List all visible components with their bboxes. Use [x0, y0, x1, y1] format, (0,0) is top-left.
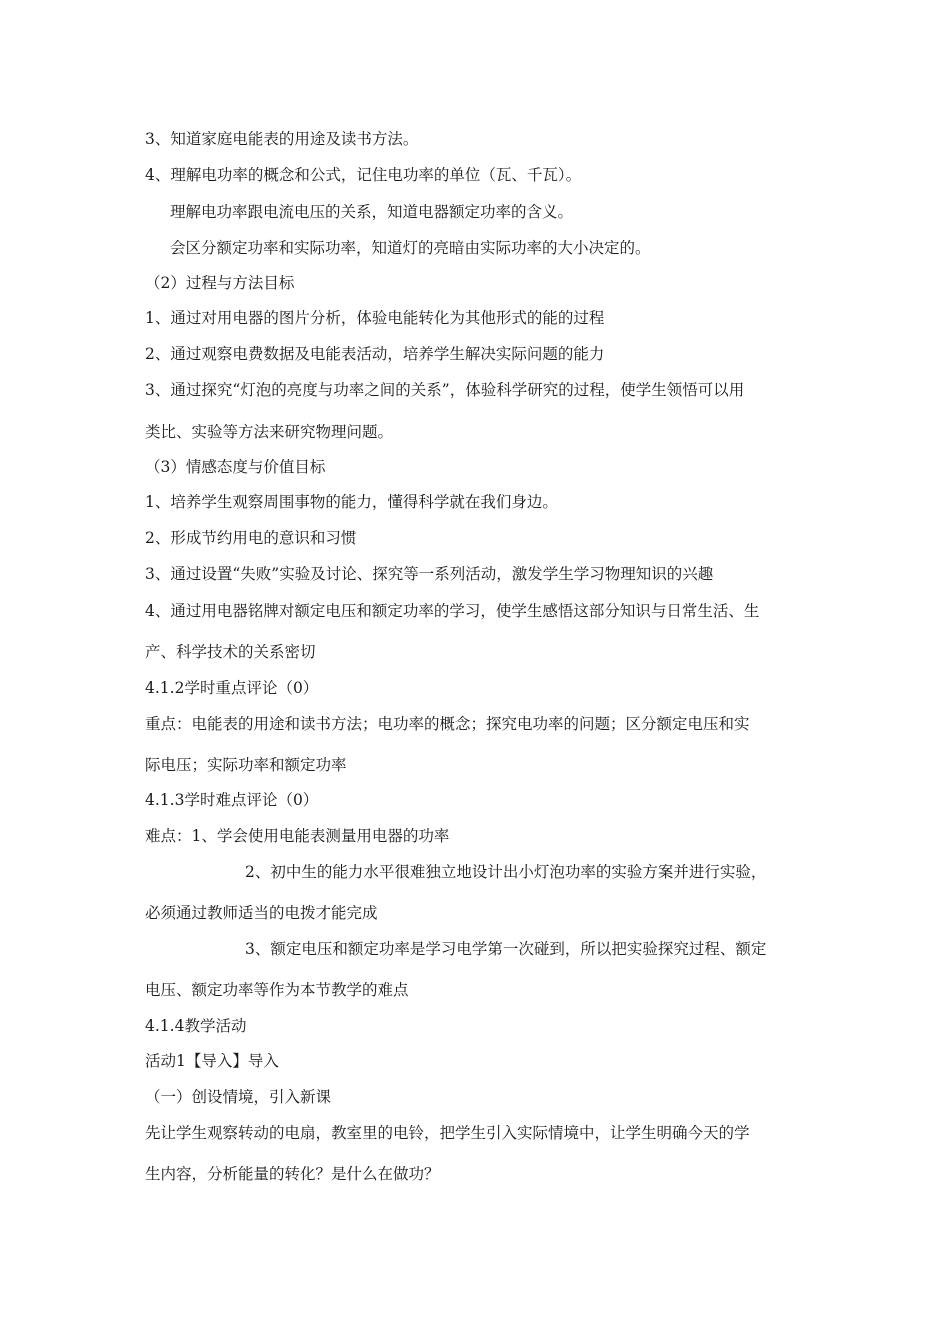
text-line: 类比、实验等方法来研究物理问题。	[145, 423, 394, 441]
text-line: 2、初中生的能力水平很难独立地设计出小灯泡功率的实验方案并进行实验，	[245, 863, 767, 881]
section-heading: （3）情感态度与价值目标	[145, 458, 326, 476]
text-line: 产、科学技术的关系密切	[145, 643, 316, 661]
text-line: 重点：电能表的用途和读书方法；电功率的概念；探究电功率的问题；区分额定电压和实	[145, 715, 750, 733]
section-heading: （2）过程与方法目标	[145, 274, 295, 292]
text-line: 理解电功率跟电流电压的关系，知道电器额定功率的含义。	[170, 203, 574, 221]
text-line: 生内容，分析能量的转化？是什么在做功？	[145, 1165, 440, 1183]
text-line: 必须通过教师适当的电拨才能完成	[145, 904, 378, 922]
text-line: 际电压；实际功率和额定功率	[145, 756, 347, 774]
section-heading: （一）创设情境，引入新课	[145, 1088, 332, 1106]
section-heading: 4.1.2学时重点评论（0）	[145, 679, 319, 697]
text-line: 3、额定电压和额定功率是学习电学第一次碰到，所以把实验探究过程、额定	[245, 940, 767, 958]
text-line: 先让学生观察转动的电扇，教室里的电铃，把学生引入实际情境中，让学生明确今天的学	[145, 1124, 750, 1142]
text-line: 4、通过用电器铭牌对额定电压和额定功率的学习，使学生感悟这部分知识与日常生活、生	[145, 602, 760, 620]
text-line: 3、知道家庭电能表的用途及读书方法。	[145, 130, 419, 148]
section-heading: 4.1.4教学活动	[145, 1017, 247, 1035]
text-line: 1、通过对用电器的图片分析，体验电能转化为其他形式的能的过程	[145, 309, 605, 327]
text-line: 3、通过探究“灯泡的亮度与功率之间的关系”，体验科学研究的过程，使学生领悟可以用	[145, 381, 745, 399]
text-line: 4、理解电功率的概念和公式，记住电功率的单位（瓦、千瓦）。	[145, 166, 582, 184]
text-line: 1、培养学生观察周围事物的能力，懂得科学就在我们身边。	[145, 493, 558, 511]
section-heading: 4.1.3学时难点评论（0）	[145, 791, 319, 809]
text-line: 电压、额定功率等作为本节教学的难点	[145, 981, 409, 999]
text-line: 会区分额定功率和实际功率，知道灯的亮暗由实际功率的大小决定的。	[170, 239, 651, 257]
section-heading: 活动1【导入】导入	[145, 1052, 279, 1070]
text-line: 2、通过观察电费数据及电能表活动，培养学生解决实际问题的能力	[145, 345, 605, 363]
text-line: 3、通过设置“失败”实验及讨论、探究等一系列活动，激发学生学习物理知识的兴趣	[145, 565, 714, 583]
text-line: 难点：1、学会使用电能表测量用电器的功率	[145, 827, 450, 845]
text-line: 2、形成节约用电的意识和习惯	[145, 529, 357, 547]
